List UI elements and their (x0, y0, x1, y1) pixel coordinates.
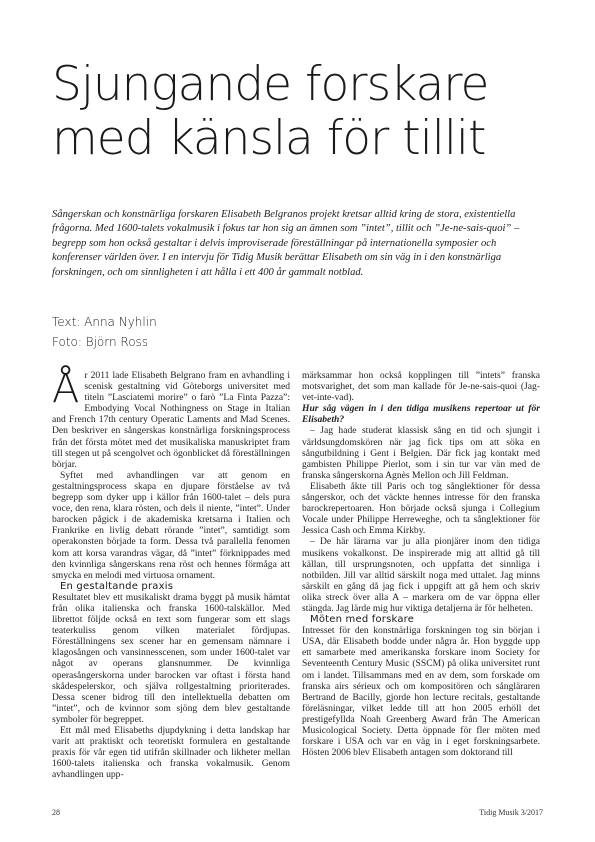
page-number: 28 (52, 808, 60, 817)
body-paragraph: Intresset för den konstnärliga forskningen tog sin början i USA, där Elisabeth bodde under några år. Hon byggde upp ett samarbete med amerikanska forskare inom Society for Seventeenth Century Music (SSCM) på olika universitet runt om i landet. Tillsammans med en av dem, som forskade om franska airs sérieux och om kompositören och sångläraren Bertrand de Bacilly, gjorde hon lecture recitals, gestaltande föreläsningar, vilket ledde till att hon 2005 erhöll det prestigefyllda Noah Greenberg Award från The American Musicological Society. Detta öppnade för fler möten med forskare i USA och var en väg in i eget forskningsarbete. Hösten 2006 blev Elisabeth antagen som doktorand till (302, 625, 540, 759)
body-paragraph: Resultatet blev ett musikaliskt drama byggt på musik hämtat från olika italienska och franska 1600-talskällor. Med librettot följde också en text som fungerar som ett slags teaterkuliss genom vilken materialet fördjupas. Föreställningens sex scener har en gemensam nämnare i klagosången och vansinnesscenen, som under 1600-talet var något av operans glansnummer. De kvinnliga operasångerskorna under barocken var oftast i första hand skådespelerskor, och själva rollgestaltning prioriterades. Dessa scener bidrog till den intellektuella debatten om ”intet”, och de kvinnor som sjöng dem blev gestaltande symboler för begreppet. (52, 591, 290, 725)
title-line-2: med känsla för tillit (52, 111, 486, 166)
body-paragraph: – Jag hade studerat klassisk sång en tid och sjungit i världsungdomskören när jag fick tips om att söka en sångutbildning i Gent i Belgien. Där fick jag kontakt med gambisten Philippe Pierlot, som i sin tur var vän med de franska sångerskorna Agnès Mellon och Jill Feldman. (302, 425, 540, 481)
body-paragraph: Ett mål med Elisabeths djupdykning i detta landskap har varit att praktiskt och teoretiskt formulera en gestaltande praxis för vår egen tid utifrån skillnader och likheter mellan 1600-talets italienska och franska vokalmusik. Genom avhandlingen upp- (52, 725, 290, 781)
body-paragraph (52, 366, 290, 470)
author-credit: Text: Anna Nyhlin (52, 315, 157, 329)
section-heading: Möten med forskare (310, 614, 415, 626)
publication-footer: Tidig Musik 3/2017 (479, 808, 543, 817)
right-column (302, 370, 540, 758)
body-paragraph: märksammar hon också kopplingen till ”intets” franska motsvarighet, det som man kallade för Je-ne-sais-quoi (Jag-vet-inte-vad). (302, 370, 540, 404)
left-column (52, 366, 290, 781)
paragraph-text: r 2011 lade Elisabeth Belgrano fram en avhandling i scenisk gestaltning vid Göteborgs universitet med titeln ”Lasciatemi morire” o farò ”La Finta Pazza”: Embodying Vocal Nothingness on Stage in Italian and French 17th century Operatic Laments and Mad Scenes. Den beskriver en sångerskas konstnärliga forskningsprocess från det första mötet med det musikaliska manuskriptet fram till stegen ut på scengolvet och ögonblicket då föreställningen börjar. (52, 370, 290, 470)
body-paragraph: – De här lärarna var ju alla pionjärer inom den tidiga musikens vokalkonst. De inspirerade mig att alltid gå till källan, till ursprungsnoten, och uppfatta det sinnliga i notbilden. Jill var alltid särskilt noga med uttalet. Jag minns särskilt en gång då jag fick i uppgift att gå hem och skriv olika streck över alla A – markera om de var öppna eller stängda. Jag lärde mig hur viktiga detaljerna är för helheten. (302, 536, 540, 614)
drop-cap: Å (52, 366, 80, 412)
body-paragraph: Elisabeth åkte till Paris och tog sånglektioner för dessa sångerskor, och det väckte hennes intresse för den franska barockrepertoaren. Hon började också sjunga i Collegium Vocale under Philippe Herreweghe, och ta sånglektioner för Jessica Cash och Emma Kirkby. (302, 480, 540, 537)
lead-paragraph: Sångerskan och konstnärliga forskaren Elisabeth Belgranos projekt kretsar alltid kring de stora, existentiella frågorna. Med 1600-talets vokalmusik i fokus tar hon sig an ämnen som ”intet”, tillit och ”Je-ne-sais-quoi” – begrepp som hon också gestaltar i delvis improviserade föreställningar på internationella symposier och konferenser världen över. I en intervju för Tidig Musik berättar Elisabeth om sin väg in i den konstnärliga forskningen, och om sinnligheten i att hålla i ett 400 år gammalt notblad. (52, 209, 520, 278)
body-paragraph: Syftet med avhandlingen var att genom en gestaltningsprocess skapa en djupare förståelse av två begrepp som dyker upp i källor från 1600-talet – dels pura voce, den rena, klara rösten, och dels il niente, ”intet”. Under barocken pågick i de akademiska kretsarna i Italien och Frankrike en livlig debatt rörande ”intet”, samtidigt som operakonsten började ta form. Dessa två parallella fenomen kom att korsa varandras vägar, då ”intet” förknippades med den kvinnliga sångerskans rena röst och hennes förmåga att smycka en melodi med virtuosa ornament. (52, 469, 290, 581)
article-title (52, 58, 552, 166)
interview-question: Hur såg vägen in i den tidiga musikens repertoar ut för Elisabeth? (302, 403, 540, 426)
title-line-1: Sjungande forskare (52, 57, 489, 112)
section-heading: En gestaltande praxis (60, 580, 174, 592)
photo-credit: Foto: Björn Ross (52, 335, 149, 349)
